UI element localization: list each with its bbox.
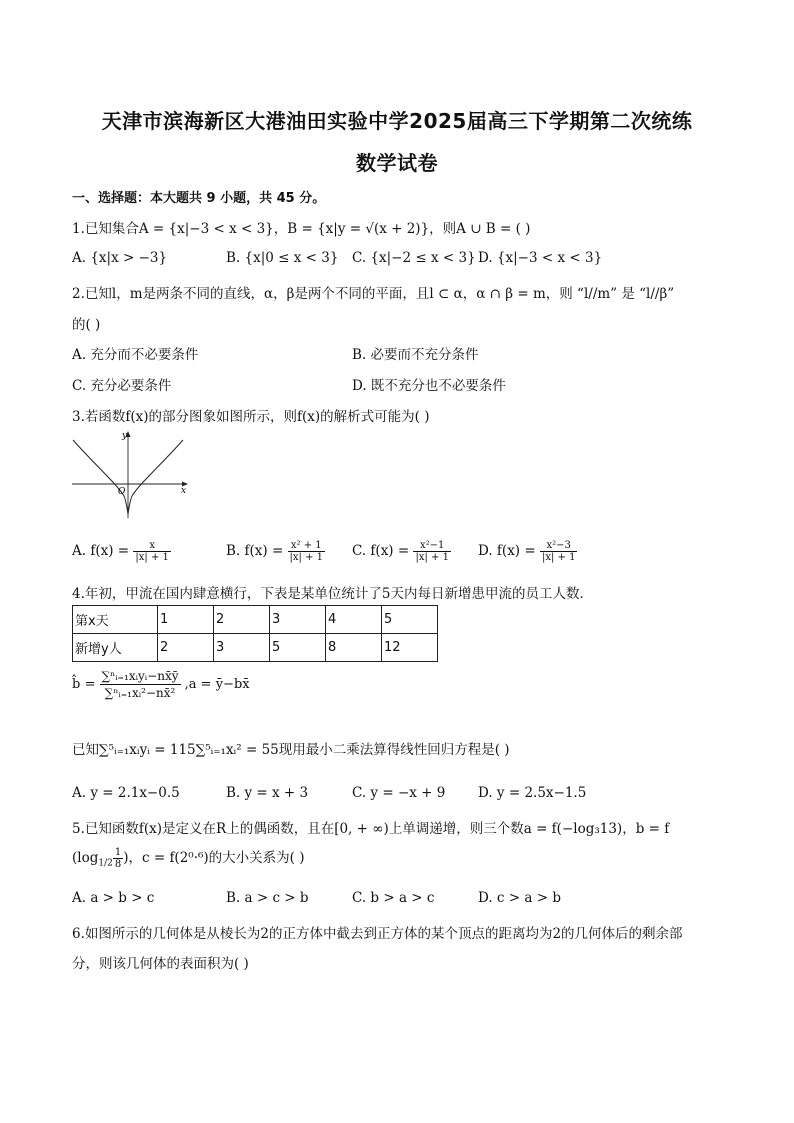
- q3-option-c-fraction: $\frac{\text{x²−1}}{|x| + 1}$: [415, 540, 449, 563]
- q4-given: 已知∑⁵ᵢ₌₁xᵢyᵢ = 115∑⁵ᵢ₌₁xᵢ² = 55现用最小二乘法算得线性回归方程是( ): [72, 742, 510, 758]
- table-cell: 5: [382, 606, 438, 634]
- table-cell: 5: [270, 634, 326, 662]
- q5-log-arg: $\frac{1}{8}$: [114, 847, 122, 870]
- q4-data-table: [72, 605, 438, 662]
- q3-function-graph: [68, 428, 192, 520]
- table-cell: 2: [158, 634, 214, 662]
- q2-option-d: D. 既不充分也不必要条件: [352, 378, 506, 394]
- q1-option-a: A. {x|x > −3}: [72, 250, 168, 266]
- q3-stem: 3.若函数f(x)的部分图象如图所示，则f(x)的解析式可能为( ): [72, 409, 430, 425]
- q3-option-c-prefix: C. f(x) =: [352, 543, 410, 559]
- formula-b-fraction: $\frac{\text{∑ⁿᵢ₌₁xᵢyᵢ−nx̄ȳ}}{\text{∑ⁿᵢ₌₁xᵢ²−nx̄²}}$: [101, 669, 179, 700]
- q3-option-a: [72, 540, 171, 563]
- table-row: [73, 634, 438, 662]
- q3-option-b-fraction: $\frac{\text{x² + 1}}{|x| + 1}$: [289, 540, 324, 563]
- graph-x-label: x: [181, 486, 187, 496]
- table-cell: 1: [158, 606, 214, 634]
- q5-option-b: B. a > c > b: [226, 890, 309, 906]
- q3-option-b: [226, 540, 325, 563]
- q3-option-d-prefix: D. f(x) =: [478, 543, 536, 559]
- q2-option-a: A. 充分而不必要条件: [72, 347, 199, 363]
- q2-stem: 2.已知l，m是两条不同的直线，α，β是两个不同的平面，且l ⊂ α，α ∩ β = m，则 “l//m” 是 “l//β”: [72, 286, 675, 302]
- q4-regression-formula: [72, 668, 250, 701]
- q6-stem-cont: 分，则该几何体的表面积为( ): [72, 956, 249, 972]
- q4-option-d: D. y = 2.5x−1.5: [478, 785, 587, 801]
- graph-y-label: y: [122, 431, 128, 441]
- q5-stem: 5.已知函数f(x)是定义在R上的偶函数，且在[0, + ∞)上单调递增，则三个数a = f(−log₃13)，b = f: [72, 821, 670, 837]
- q5-log-base: 1/2: [98, 858, 113, 869]
- q4-option-b: B. y = x + 3: [226, 785, 309, 801]
- q2-stem-cont: 的( ): [72, 317, 101, 333]
- q1-option-d: D. {x|−3 < x < 3}: [478, 250, 603, 266]
- q3-option-a-prefix: A. f(x) =: [72, 543, 130, 559]
- q1-stem: 1.已知集合A = {x|−3 < x < 3}，B = {x|y = √(x + 2)}，则A ∪ B = ( ): [72, 221, 531, 237]
- table-cell: 新增y人: [73, 634, 158, 662]
- table-cell: 4: [326, 606, 382, 634]
- graph-curve-left: [73, 440, 128, 514]
- q2-option-b: B. 必要而不充分条件: [352, 347, 479, 363]
- q4-option-a: A. y = 2.1x−0.5: [72, 785, 180, 801]
- table-cell: 第x天: [73, 606, 158, 634]
- q4-stem: 4.年初，甲流在国内肆意横行，下表是某单位统计了5天内每日新增患甲流的员工人数．: [72, 586, 593, 602]
- q3-option-a-fraction: $\frac{x}{|x| + 1}$: [135, 540, 169, 563]
- q6-stem: 6.如图所示的几何体是从棱长为2的正方体中截去到正方体的某个顶点的距离均为2的几何体后的剩余部: [72, 926, 683, 942]
- q5-option-d: D. c > a > b: [478, 890, 561, 906]
- formula-b-prefix: b̂ =: [72, 677, 96, 692]
- graph-origin-label: O: [118, 487, 126, 497]
- q5-option-c: C. b > a > c: [352, 890, 435, 906]
- q3-option-c: [352, 540, 451, 563]
- graph-curve-right: [128, 440, 183, 514]
- q1-option-c: C. {x|−2 ≤ x < 3}: [352, 250, 476, 266]
- q3-option-b-prefix: B. f(x) =: [226, 543, 284, 559]
- q5-log-prefix: (log: [72, 850, 99, 866]
- q1-option-b: B. {x|0 ≤ x < 3}: [226, 250, 339, 266]
- exam-title-line2: 数学试卷: [356, 151, 438, 175]
- exam-title-line1: 天津市滨海新区大港油田实验中学2025届高三下学期第二次统练: [101, 109, 693, 133]
- q3-option-d-fraction: $\frac{\text{x²−3}}{|x| + 1}$: [541, 540, 576, 563]
- table-row: [73, 606, 438, 634]
- table-cell: 12: [382, 634, 438, 662]
- q5-stem-cont: [72, 846, 305, 870]
- table-cell: 3: [214, 634, 270, 662]
- table-cell: 8: [326, 634, 382, 662]
- q2-option-c: C. 充分必要条件: [72, 378, 172, 394]
- table-cell: 3: [270, 606, 326, 634]
- q4-option-c: C. y = −x + 9: [352, 785, 446, 801]
- q3-option-d: [478, 540, 577, 563]
- q5-option-a: A. a > b > c: [72, 890, 155, 906]
- table-cell: 2: [214, 606, 270, 634]
- section-heading: 一、选择题：本大题共 9 小题，共 45 分。: [72, 191, 326, 206]
- q5-stem-end: )，c = f(2⁰·⁶)的大小关系为( ): [123, 850, 305, 866]
- formula-a: ,a = ȳ−bx̄: [184, 677, 250, 692]
